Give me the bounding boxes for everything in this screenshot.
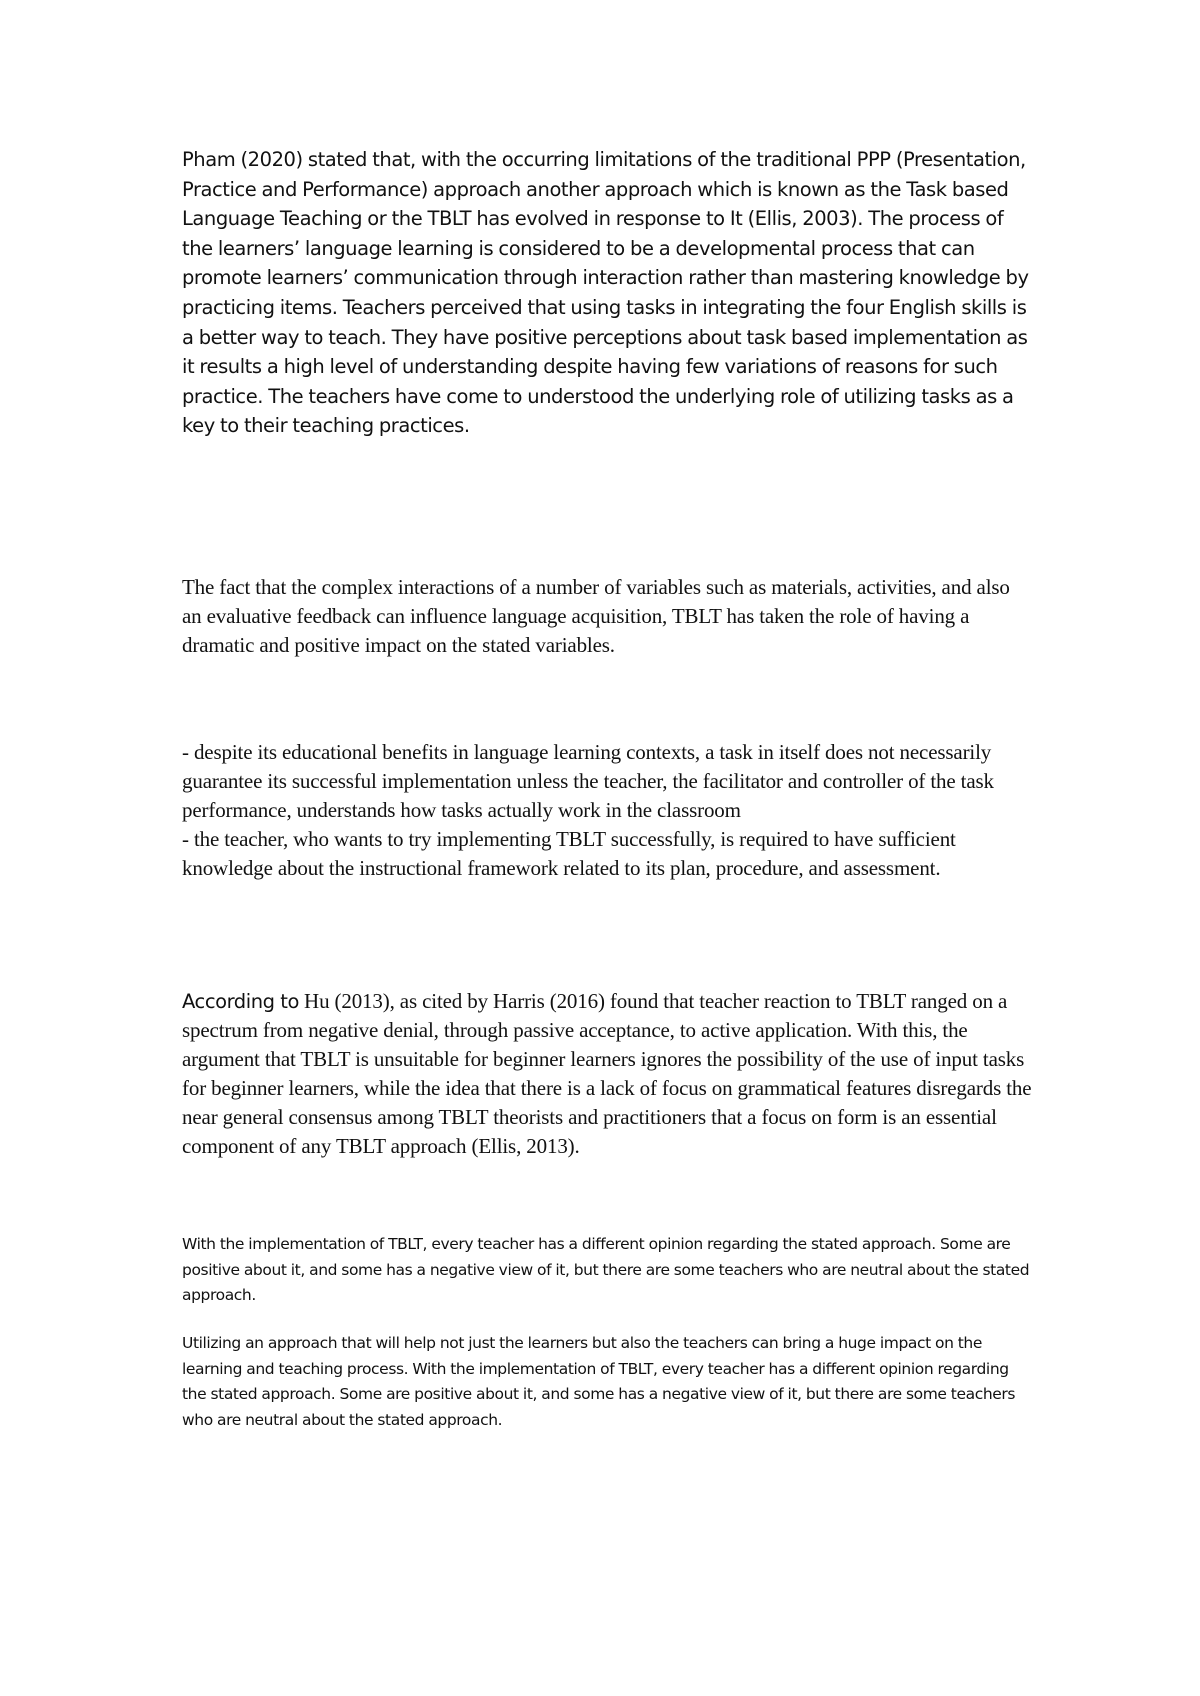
bullet-note-1: - despite its educational benefits in language learning contexts, a task in itself does not necessarily guarantee its successful implementation unless the teacher, the facilitator and controller of the task performance, understands how tasks actually work in the classroom bbox=[182, 740, 994, 822]
paragraph-utilizing-approach bbox=[182, 1331, 1032, 1433]
paragraph-hu-2013 bbox=[182, 987, 1032, 1161]
paragraph-text: Utilizing an approach that will help not just the learners but also the teachers can bring a huge impact on the learning and teaching process. With the implementation of TBLT, every teacher has a different opinion regarding the stated approach. Some are positive about it, and some has a negative view of it, but there are some teachers who are neutral about the stated approach. bbox=[182, 1334, 1016, 1429]
paragraph-text: Pham (2020) stated that, with the occurring limitations of the traditional PPP (Presentation, Practice and Performance) approach another approach which is known as the Task based Language Teaching or the TBLT has evolved in response to It (Ellis, 2003). The process of the learners’ language learning is considered to be a developmental process that can promote learners’ communication through interaction rather than mastering knowledge by practicing items. Teachers perceived that using tasks in integrating the four English skills is a better way to teach. They have positive perceptions about task based implementation as it results a high level of understanding despite having few variations of reasons for such practice. The teachers have come to understood the underlying role of utilizing tasks as a key to their teaching practices. bbox=[182, 148, 1029, 438]
paragraph-text: The fact that the complex interactions of a number of variables such as materials, activities, and also an evaluative feedback can influence language acquisition, TBLT has taken the role of having a dramatic and positive impact on the stated variables. bbox=[182, 575, 1010, 657]
paragraph-teacher-opinions bbox=[182, 1232, 1032, 1309]
paragraph-lead: According to bbox=[182, 990, 299, 1013]
paragraph-text: Hu (2013), as cited by Harris (2016) found that teacher reaction to TBLT ranged on a spectrum from negative denial, through passive acceptance, to active application. With this, the argument that TBLT is unsuitable for beginner learners ignores the possibility of the use of input tasks for beginner learners, while the idea that there is a lack of focus on grammatical features disregards the near general consensus among TBLT theorists and practitioners that a focus on form is an essential component of any TBLT approach (Ellis, 2013). bbox=[182, 989, 1032, 1158]
paragraph-complex-interactions bbox=[182, 573, 1032, 660]
paragraph-text: With the implementation of TBLT, every teacher has a different opinion regarding the stated approach. Some are positive about it, and some has a negative view of it, but there are some teachers who are neutral about the stated approach. bbox=[182, 1235, 1030, 1304]
paragraph-pham-2020 bbox=[182, 145, 1032, 441]
bullet-note-2: - the teacher, who wants to try implementing TBLT successfully, is required to have sufficient knowledge about the instructional framework related to its plan, procedure, and assessment. bbox=[182, 827, 956, 880]
paragraph-bullet-notes bbox=[182, 738, 1032, 883]
